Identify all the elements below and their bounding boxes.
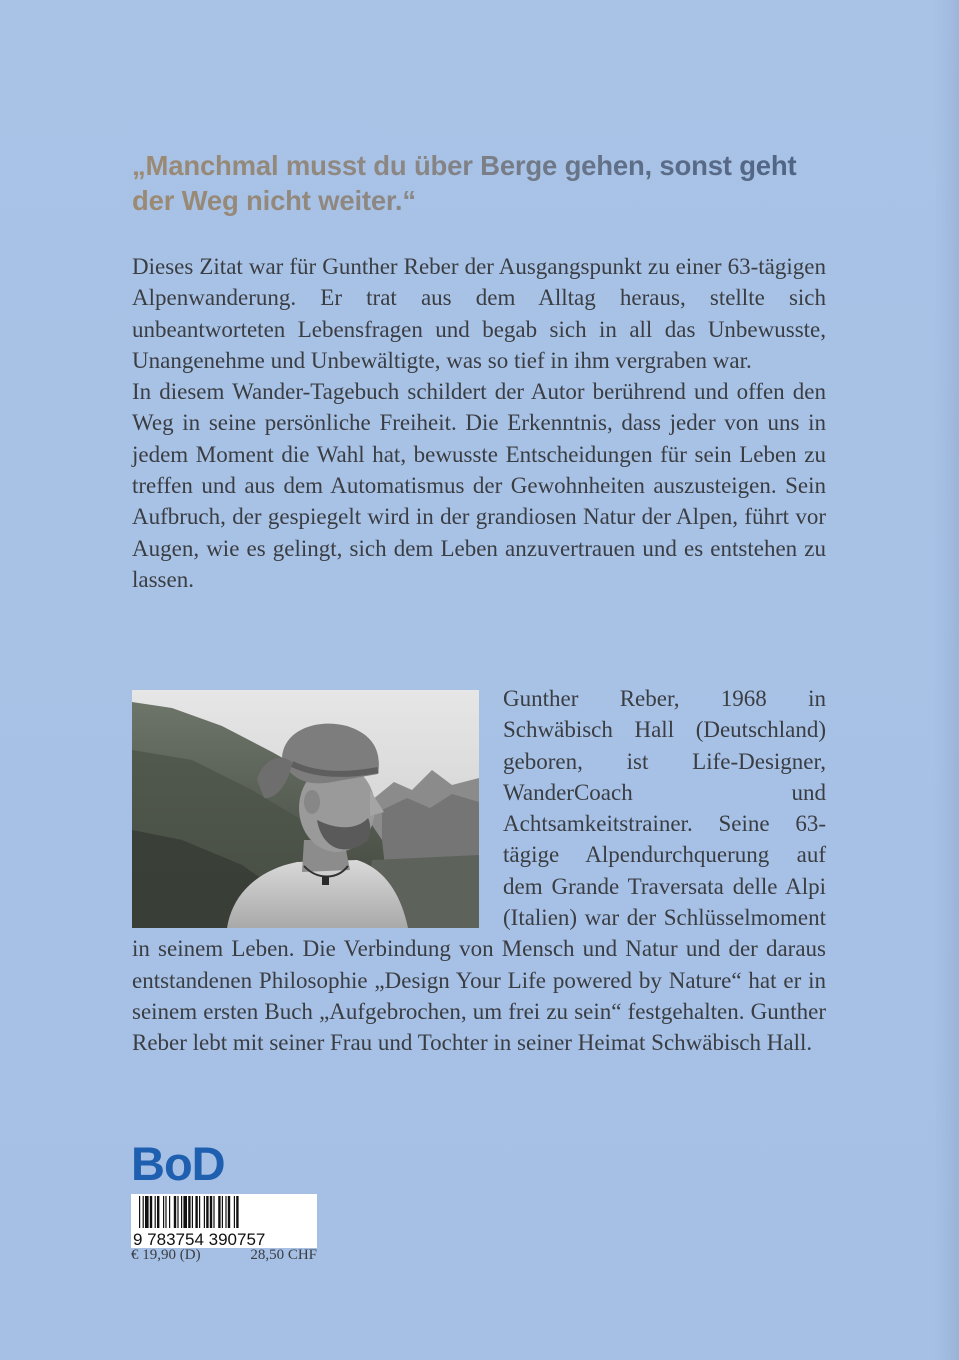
barcode-bar bbox=[165, 1196, 166, 1228]
barcode-bars bbox=[131, 1194, 317, 1248]
barcode-bar bbox=[195, 1196, 197, 1228]
author-section bbox=[132, 683, 826, 1059]
barcode-bar bbox=[177, 1196, 178, 1228]
barcode-bar bbox=[143, 1196, 144, 1228]
barcode-bar bbox=[150, 1196, 152, 1228]
barcode-bar bbox=[192, 1196, 193, 1228]
barcode-bar bbox=[225, 1196, 226, 1228]
barcode-bar bbox=[213, 1196, 214, 1228]
barcode-bar bbox=[228, 1196, 230, 1228]
barcode-bar bbox=[234, 1196, 235, 1228]
barcode-bar bbox=[155, 1196, 156, 1228]
author-photo-illustration bbox=[132, 690, 479, 928]
barcode-bar bbox=[188, 1196, 190, 1228]
barcode-bar bbox=[183, 1196, 187, 1228]
barcode-bar bbox=[222, 1196, 223, 1228]
barcode-bar bbox=[199, 1196, 200, 1228]
barcode-bar bbox=[139, 1196, 140, 1228]
isbn-digits: 9 783754 390757 bbox=[133, 1230, 266, 1248]
barcode-bar bbox=[145, 1196, 149, 1228]
barcode-bar bbox=[218, 1196, 220, 1228]
price-row bbox=[131, 1247, 317, 1264]
blurb-paragraph-1: Dieses Zitat war für Gunther Reber der Ausgangspunkt zu einer 63-tägigen Alpenwanderung. Er trat aus dem Alltag heraus, stellte sich unbeantworteten Lebensfragen und begab sich in all das Unbewusste, Unangenehme und Unbewältigte, was so tief in ihm vergraben war. bbox=[132, 254, 826, 373]
author-photo bbox=[132, 690, 479, 928]
cover-quote: „Manchmal musst du über Berge gehen, sonst geht der Weg nicht weiter.“ bbox=[132, 148, 832, 218]
barcode-bar bbox=[206, 1196, 208, 1228]
barcode-bar bbox=[157, 1196, 159, 1228]
barcode-bar bbox=[163, 1196, 164, 1228]
price-switzerland: 28,50 CHF bbox=[250, 1247, 317, 1263]
barcode-bar bbox=[181, 1196, 182, 1228]
isbn-barcode bbox=[131, 1194, 317, 1248]
publisher-logo: BoD bbox=[131, 1137, 225, 1190]
barcode-bar bbox=[204, 1196, 205, 1228]
author-bio: Gunther Reber, 1968 in Schwäbisch Hall (Deutschland) geboren, ist Life-Designer, WanderCoach und Achtsamkeitstrainer. Seine 63-tägige Alpendurchquerung auf dem Grande Traversata delle Alpi (Italien) war der Schlüsselmoment in seinem Leben. Die Verbindung von Mensch und Natur und der daraus entstandenen Philosophie „Design Your Life powered by Nature“ hat er in seinem ersten Buch „Aufgebrochen, um frei zu sein“ festgehalten. Gunther Reber lebt mit seiner Frau und Tochter in seiner Heimat Schwäbisch Hall. bbox=[132, 686, 826, 1056]
blurb bbox=[132, 251, 826, 595]
barcode-bar bbox=[169, 1196, 170, 1228]
barcode-bar bbox=[174, 1196, 176, 1228]
price-germany: € 19,90 (D) bbox=[131, 1247, 201, 1263]
barcode-bar bbox=[210, 1196, 212, 1228]
spine-shadow bbox=[933, 0, 959, 1360]
barcode-bar bbox=[236, 1196, 238, 1228]
blurb-paragraph-2: In diesem Wander-Tagebuch schildert der Autor berührend und offen den Weg in seine persönliche Freiheit. Die Erkenntnis, dass jeder von uns in jedem Moment die Wahl hat, bewusste Entscheidungen für sein Leben zu treffen und aus dem Automatismus der Gewohnheiten auszusteigen. Sein Aufbruch, der gespiegelt wird in der grandiosen Natur der Alpen, führt vor Augen, wie es gelingt, sich dem Leben anzuvertrauen und es entstehen zu lassen. bbox=[132, 379, 826, 592]
